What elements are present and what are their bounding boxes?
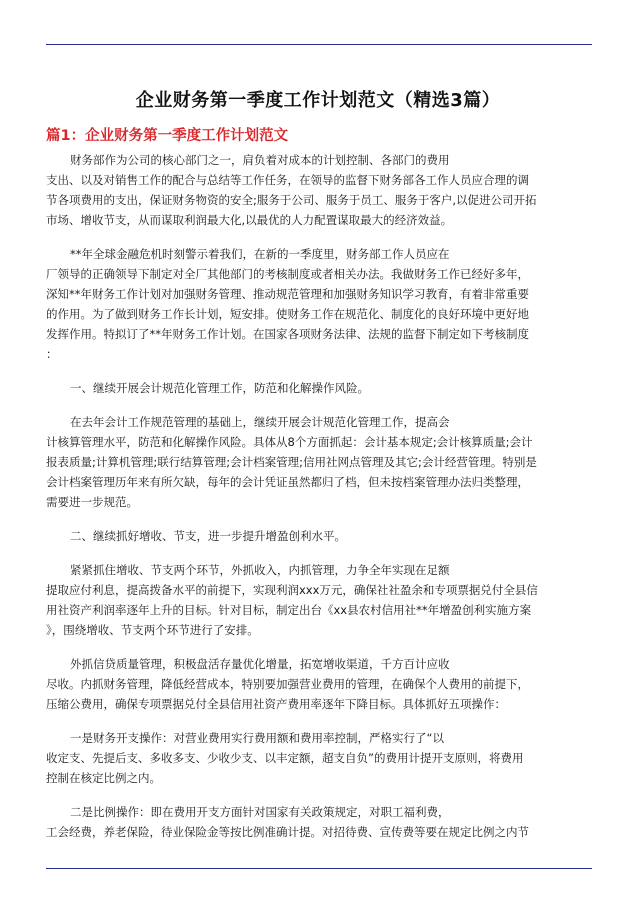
paragraph-first-line: 外抓信贷质量管理，积极盘活存量优化增量，拓宽增收渠道，千方百计应收 [70,657,450,671]
paragraph-line: 市场、增收节支，从而谋取利润最大化,以最优的人力配置谋取最大的经济效益。 [46,213,453,227]
paragraph-first-line: 紧紧抓住增收、节支两个环节，外抓收入，内抓管理，力争全年实现在足额 [70,563,450,577]
footer-rule [46,868,592,869]
paragraph [46,150,592,230]
paragraph-line: 需要进一步规范。 [46,495,138,509]
paragraph-line: 压缩公费用，确保专项票据兑付全县信用社资产费用率逐年下降目标。具体抓好五项操作： [46,697,506,711]
paragraph-first-line: 在去年会计工作规范管理的基础上，继续开展会计规范化管理工作，提高会 [70,415,450,429]
section-heading: 篇1：企业财务第一季度工作计划范文 [46,128,289,144]
document-title: 企业财务第一季度工作计划范文（精选3篇） [135,90,501,111]
paragraph-line: 会计档案管理历年来有所欠缺，每年的会计凭证虽然都归了档，但未按档案管理办法归类整理， [46,475,529,489]
paragraph-line: 提取应付利息，提高拨备水平的前提下，实现利润xxx万元，确保社社盈余和专项票据兑付全县信 [46,583,538,597]
paragraph [46,378,592,398]
paragraph [46,560,592,640]
paragraph-line: 厂领导的正确领导下制定对全厂其他部门的考核制度或者相关办法。我做财务工作已经好多年， [46,267,529,281]
paragraph-line: 的作用。为了做到财务工作长计划，短安排。使财务工作在规范化、制度化的良好环境中更好地 [46,307,529,321]
paragraph-line: 节各项费用的支出，保证财务物资的安全;服务于公司、服务于员工、服务于客户,以促进公司开拓 [46,193,537,207]
paragraph-line: ： [46,347,58,361]
paragraph [46,244,592,364]
paragraph-line: 支出、以及对销售工作的配合与总结等工作任务，在领导的监督下财务部各工作人员应合理的调 [46,173,529,187]
paragraph-line: 深知**年财务工作计划对加强财务管理、推动规范管理和加强财务知识学习教育，有着非常重要 [46,287,529,301]
paragraph-first-line: 财务部作为公司的核心部门之一，肩负着对成本的计划控制、各部门的费用 [70,153,450,167]
paragraph-line: 》，围绕增收、节支两个环节进行了安排。 [46,623,259,637]
paragraph-line: 控制在核定比例之内。 [46,771,161,785]
document-body [46,150,592,856]
paragraph [46,526,592,546]
paragraph-line: 发挥作用。特拟订了**年财务工作计划。在国家各项财务法律、法规的监督下制定如下考核制度 [46,327,529,341]
header-rule [46,44,592,45]
paragraph-line: 收定支、先提后支、多收多支、少收少支、以丰定额，超支自负”的费用计提开支原则，将费用 [46,751,524,765]
paragraph [46,802,592,842]
paragraph-first-line: **年全球金融危机时刻警示着我们，在新的一季度里，财务部工作人员应在 [70,247,450,261]
paragraph-line: 报表质量;计算机管理;联行结算管理;会计档案管理;信用社网点管理及其它;会计经营管理。特别是 [46,455,537,469]
paragraph-first-line: 一、继续开展会计规范化管理工作，防范和化解操作风险。 [70,381,369,395]
paragraph-line: 工会经费，养老保险，待业保险金等按比例准确计提。对招待费、宣传费等要在规定比例之内节 [46,825,529,839]
paragraph-first-line: 二是比例操作：即在费用开支方面针对国家有关政策规定，对职工福利费， [70,805,450,819]
paragraph [46,728,592,788]
paragraph-first-line: 一是财务开支操作：对营业费用实行费用额和费用率控制，严格实行了“以 [70,731,444,745]
paragraph-line: 用社资产利润率逐年上升的目标。针对目标，制定出台《xx县农村信用社**年增盈创利实施方案 [46,603,532,617]
paragraph-line: 计核算管理水平，防范和化解操作风险。具体从8个方面抓起：会计基本规定;会计核算质量;会计 [46,435,533,449]
paragraph-line: 尽收。内抓财务管理，降低经营成本，特别要加强营业费用的管理，在确保个人费用的前提下， [46,677,529,691]
paragraph-first-line: 二、继续抓好增收、节支，进一步提升增盈创利水平。 [70,529,346,543]
paragraph [46,412,592,512]
paragraph [46,654,592,714]
